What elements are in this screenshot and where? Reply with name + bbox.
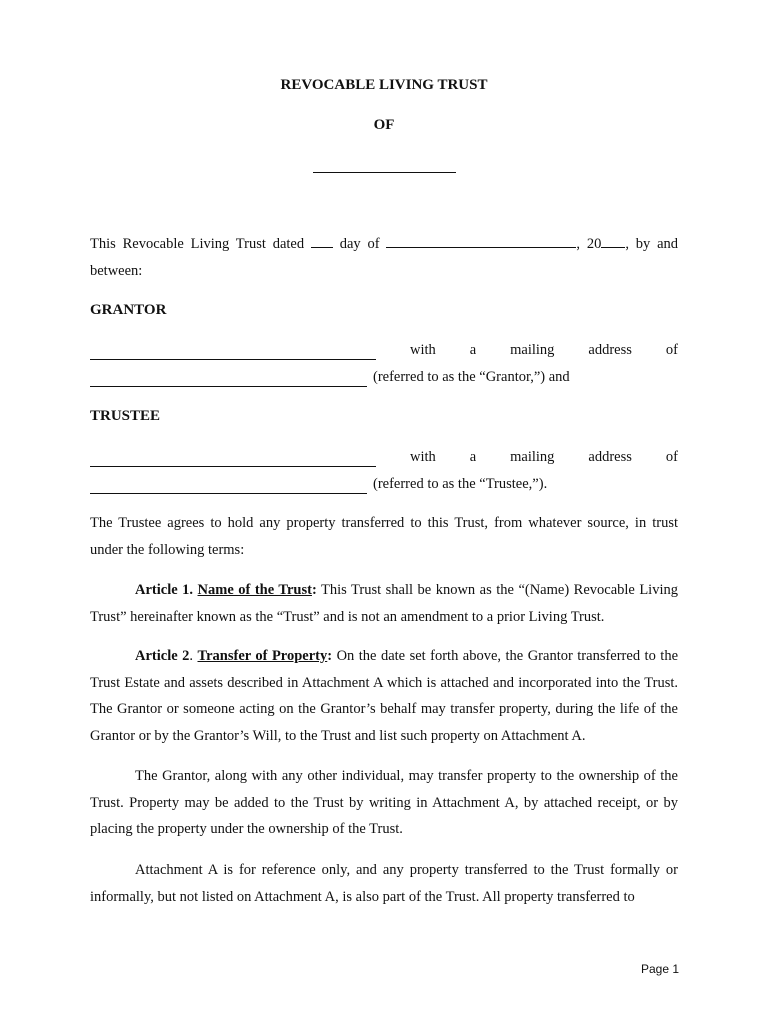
year-blank[interactable] — [601, 235, 625, 248]
trustee-name-blank[interactable] — [90, 452, 376, 467]
trustee-heading: TRUSTEE — [90, 408, 161, 424]
grantor-name-row: with a mailing address of — [90, 340, 678, 360]
month-blank[interactable] — [386, 235, 576, 248]
article-1-paragraph: Article 1. Name of the Trust: This Trust shall be known as the “(Name) Revocable Living Trust” hereinafter known as the “Trust” and is not an amendment to a prior Living Trust. — [90, 582, 678, 625]
transfer-paragraph: The Grantor, along with any other individual, may transfer property to the ownership of the Trust. Property may be added to the Trust by writing in Attachment A, by attached receipt, or by placing the property under the ownership of the Trust. — [90, 768, 678, 837]
grantor-name-blank[interactable] — [90, 345, 376, 360]
trustee-address-blank[interactable] — [90, 479, 367, 494]
document-title: REVOCABLE LIVING TRUST — [280, 77, 488, 93]
grantor-heading: GRANTOR — [90, 302, 167, 318]
intro-paragraph: This Revocable Living Trust dated day of , 20 , by and between: — [90, 236, 679, 279]
day-blank[interactable] — [311, 235, 333, 248]
title-of: OF — [373, 117, 395, 133]
trust-name-blank[interactable] — [313, 172, 456, 173]
trustee-name-row: with a mailing address of — [90, 447, 678, 467]
trustee-address-row: (referred to as the “Trustee,”). — [90, 474, 678, 494]
attachment-paragraph: Attachment A is for reference only, and any property transferred to the Trust formally or informally, but not listed on Attachment A, is also part of the Trust. All property transferred to — [90, 862, 678, 905]
grantor-address-row: (referred to as the “Grantor,”) and — [90, 367, 678, 387]
grantor-address-blank[interactable] — [90, 372, 367, 387]
agreement-paragraph: The Trustee agrees to hold any property transferred to this Trust, from whatever source, in trust under the following terms: — [90, 515, 678, 558]
article-2-name: Transfer of Property — [197, 648, 328, 664]
page-number: Page 1 — [641, 962, 680, 976]
article-2-paragraph: Article 2. Transfer of Property: On the date set forth above, the Grantor transferred to the Trust Estate and assets described in Attachment A which is attached and incorporated into the Trust. The Grantor or someone acting on the Grantor’s behalf may transfer property, during the life of the Grantor or by the Grantor’s Will, to the Trust and list such property on Attachment A. — [90, 648, 679, 744]
article-1-name: Name of the Trust — [197, 582, 312, 598]
